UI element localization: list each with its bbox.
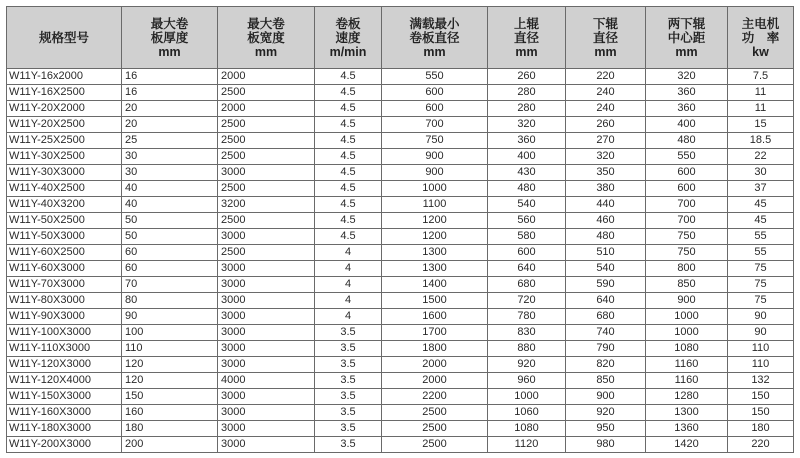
cell-speed: 4.5 (315, 133, 382, 149)
cell-speed: 3.5 (315, 341, 382, 357)
header-line: 中心距 (667, 30, 706, 45)
cell-speed: 4.5 (315, 165, 382, 181)
cell-power: 30 (728, 165, 794, 181)
cell-upper-roll: 400 (488, 149, 566, 165)
cell-width: 3000 (218, 325, 315, 341)
cell-diameter: 2200 (382, 389, 488, 405)
cell-width: 3000 (218, 421, 315, 437)
cell-speed: 4.5 (315, 229, 382, 245)
cell-center-distance: 1160 (646, 373, 728, 389)
cell-model: W11Y-50X2500 (7, 213, 122, 229)
header-max-thickness (122, 7, 218, 69)
cell-diameter: 1800 (382, 341, 488, 357)
cell-lower-roll: 850 (566, 373, 646, 389)
cell-width: 3000 (218, 309, 315, 325)
cell-thickness: 120 (122, 373, 218, 389)
cell-speed: 3.5 (315, 405, 382, 421)
cell-diameter: 550 (382, 69, 488, 85)
cell-power: 15 (728, 117, 794, 133)
table-row (7, 165, 794, 181)
cell-lower-roll: 900 (566, 389, 646, 405)
header-line: 卷板直径 (409, 30, 460, 45)
table-row (7, 69, 794, 85)
cell-center-distance: 750 (646, 229, 728, 245)
cell-lower-roll: 640 (566, 293, 646, 309)
cell-diameter: 1200 (382, 213, 488, 229)
cell-speed: 4.5 (315, 117, 382, 133)
cell-diameter: 1000 (382, 181, 488, 197)
cell-thickness: 70 (122, 277, 218, 293)
cell-thickness: 30 (122, 165, 218, 181)
cell-thickness: 110 (122, 341, 218, 357)
cell-power: 45 (728, 197, 794, 213)
cell-power: 75 (728, 261, 794, 277)
cell-model: W11Y-25X2500 (7, 133, 122, 149)
cell-speed: 4 (315, 245, 382, 261)
cell-thickness: 160 (122, 405, 218, 421)
cell-upper-roll: 640 (488, 261, 566, 277)
cell-power: 90 (728, 325, 794, 341)
cell-model: W11Y-70X3000 (7, 277, 122, 293)
cell-center-distance: 800 (646, 261, 728, 277)
table-body (7, 69, 794, 453)
header-line: 最大卷 (150, 16, 189, 31)
cell-width: 2000 (218, 101, 315, 117)
cell-width: 3000 (218, 293, 315, 309)
cell-power: 37 (728, 181, 794, 197)
cell-diameter: 2500 (382, 437, 488, 453)
cell-thickness: 60 (122, 261, 218, 277)
cell-model: W11Y-40X3200 (7, 197, 122, 213)
cell-width: 2500 (218, 213, 315, 229)
cell-model: W11Y-120X4000 (7, 373, 122, 389)
cell-lower-roll: 980 (566, 437, 646, 453)
cell-center-distance: 700 (646, 213, 728, 229)
header-line: 最大卷 (247, 16, 285, 31)
cell-speed: 4.5 (315, 149, 382, 165)
cell-center-distance: 850 (646, 277, 728, 293)
header-line: 下辊 (592, 16, 618, 31)
cell-center-distance: 600 (646, 165, 728, 181)
cell-speed: 4.5 (315, 101, 382, 117)
table-row (7, 101, 794, 117)
cell-model: W11Y-120X3000 (7, 357, 122, 373)
table-row (7, 357, 794, 373)
table-row (7, 437, 794, 453)
cell-width: 3000 (218, 405, 315, 421)
cell-lower-roll: 460 (566, 213, 646, 229)
table-row (7, 405, 794, 421)
cell-upper-roll: 1060 (488, 405, 566, 421)
header-roll-center-distance (646, 7, 728, 69)
cell-diameter: 1500 (382, 293, 488, 309)
cell-center-distance: 360 (646, 85, 728, 101)
table-row (7, 341, 794, 357)
cell-speed: 3.5 (315, 373, 382, 389)
cell-width: 4000 (218, 373, 315, 389)
cell-speed: 3.5 (315, 389, 382, 405)
header-upper-roll (488, 7, 566, 69)
cell-speed: 4.5 (315, 69, 382, 85)
cell-width: 2000 (218, 69, 315, 85)
cell-model: W11Y-20X2500 (7, 117, 122, 133)
cell-thickness: 180 (122, 421, 218, 437)
cell-width: 2500 (218, 117, 315, 133)
cell-thickness: 150 (122, 389, 218, 405)
header-line: mm (594, 44, 617, 59)
table-row (7, 181, 794, 197)
cell-center-distance: 1280 (646, 389, 728, 405)
cell-upper-roll: 1120 (488, 437, 566, 453)
cell-diameter: 2500 (382, 405, 488, 421)
cell-power: 7.5 (728, 69, 794, 85)
header-line: mm (254, 44, 278, 59)
cell-power: 22 (728, 149, 794, 165)
cell-model: W11Y-60X3000 (7, 261, 122, 277)
cell-width: 2500 (218, 149, 315, 165)
cell-thickness: 16 (122, 69, 218, 85)
cell-thickness: 40 (122, 181, 218, 197)
cell-power: 150 (728, 389, 794, 405)
table-row (7, 197, 794, 213)
header-row (7, 7, 794, 69)
header-line: 规格型号 (38, 30, 89, 45)
cell-model: W11Y-16X2500 (7, 85, 122, 101)
cell-thickness: 20 (122, 101, 218, 117)
cell-center-distance: 900 (646, 293, 728, 309)
cell-lower-roll: 790 (566, 341, 646, 357)
cell-diameter: 1700 (382, 325, 488, 341)
cell-center-distance: 360 (646, 101, 728, 117)
cell-lower-roll: 240 (566, 85, 646, 101)
cell-speed: 3.5 (315, 325, 382, 341)
cell-power: 110 (728, 357, 794, 373)
cell-power: 110 (728, 341, 794, 357)
header-line: mm (158, 44, 181, 59)
cell-center-distance: 1000 (646, 309, 728, 325)
cell-power: 55 (728, 229, 794, 245)
cell-center-distance: 1160 (646, 357, 728, 373)
cell-speed: 4 (315, 261, 382, 277)
cell-upper-roll: 430 (488, 165, 566, 181)
table-row (7, 293, 794, 309)
cell-thickness: 16 (122, 85, 218, 101)
cell-model: W11Y-40X2500 (7, 181, 122, 197)
table-row (7, 309, 794, 325)
cell-width: 3200 (218, 197, 315, 213)
cell-upper-roll: 680 (488, 277, 566, 293)
cell-diameter: 1200 (382, 229, 488, 245)
cell-upper-roll: 720 (488, 293, 566, 309)
cell-center-distance: 700 (646, 197, 728, 213)
header-max-width (218, 7, 315, 69)
cell-lower-roll: 590 (566, 277, 646, 293)
cell-model: W11Y-80X3000 (7, 293, 122, 309)
header-model (7, 7, 122, 69)
cell-center-distance: 1420 (646, 437, 728, 453)
header-line: 直径 (592, 30, 618, 45)
header-line: m/min (329, 44, 367, 59)
header-line: 上辊 (513, 16, 539, 31)
cell-width: 3000 (218, 357, 315, 373)
table-header (7, 7, 794, 69)
cell-model: W11Y-110X3000 (7, 341, 122, 357)
cell-lower-roll: 480 (566, 229, 646, 245)
cell-diameter: 2000 (382, 357, 488, 373)
header-line: 速度 (335, 30, 361, 45)
cell-model: W11Y-100X3000 (7, 325, 122, 341)
cell-center-distance: 1080 (646, 341, 728, 357)
cell-upper-roll: 880 (488, 341, 566, 357)
cell-lower-roll: 320 (566, 149, 646, 165)
table-row (7, 213, 794, 229)
cell-model: W11Y-180X3000 (7, 421, 122, 437)
cell-lower-roll: 350 (566, 165, 646, 181)
cell-upper-roll: 1000 (488, 389, 566, 405)
cell-lower-roll: 380 (566, 181, 646, 197)
cell-model: W11Y-160X3000 (7, 405, 122, 421)
cell-width: 3000 (218, 437, 315, 453)
cell-center-distance: 1300 (646, 405, 728, 421)
header-line: mm (423, 44, 446, 59)
cell-speed: 4 (315, 309, 382, 325)
header-line: 两下辊 (667, 16, 706, 31)
cell-upper-roll: 480 (488, 181, 566, 197)
cell-thickness: 40 (122, 197, 218, 213)
header-line: 卷板 (335, 16, 361, 31)
header-line: 板宽度 (247, 30, 285, 45)
cell-lower-roll: 740 (566, 325, 646, 341)
header-line: 满载最小 (409, 16, 460, 31)
cell-width: 2500 (218, 85, 315, 101)
cell-upper-roll: 320 (488, 117, 566, 133)
cell-speed: 4 (315, 277, 382, 293)
cell-upper-roll: 600 (488, 245, 566, 261)
cell-diameter: 1300 (382, 245, 488, 261)
cell-thickness: 120 (122, 357, 218, 373)
table-row (7, 133, 794, 149)
cell-diameter: 1100 (382, 197, 488, 213)
cell-power: 150 (728, 405, 794, 421)
cell-center-distance: 1000 (646, 325, 728, 341)
cell-speed: 3.5 (315, 437, 382, 453)
cell-diameter: 900 (382, 149, 488, 165)
cell-thickness: 90 (122, 309, 218, 325)
cell-lower-roll: 270 (566, 133, 646, 149)
cell-thickness: 50 (122, 213, 218, 229)
cell-model: W11Y-30X2500 (7, 149, 122, 165)
cell-upper-roll: 1080 (488, 421, 566, 437)
cell-speed: 3.5 (315, 357, 382, 373)
cell-model: W11Y-200X3000 (7, 437, 122, 453)
table-row (7, 245, 794, 261)
table-row (7, 421, 794, 437)
spec-table (6, 6, 794, 453)
table-row (7, 373, 794, 389)
cell-width: 2500 (218, 133, 315, 149)
cell-width: 3000 (218, 389, 315, 405)
table-row (7, 277, 794, 293)
cell-upper-roll: 920 (488, 357, 566, 373)
cell-power: 11 (728, 101, 794, 117)
cell-lower-roll: 950 (566, 421, 646, 437)
cell-power: 75 (728, 293, 794, 309)
table-row (7, 117, 794, 133)
cell-thickness: 200 (122, 437, 218, 453)
cell-center-distance: 1360 (646, 421, 728, 437)
cell-upper-roll: 540 (488, 197, 566, 213)
cell-power: 11 (728, 85, 794, 101)
cell-width: 3000 (218, 261, 315, 277)
cell-upper-roll: 830 (488, 325, 566, 341)
cell-lower-roll: 240 (566, 101, 646, 117)
cell-diameter: 750 (382, 133, 488, 149)
cell-upper-roll: 560 (488, 213, 566, 229)
cell-center-distance: 550 (646, 149, 728, 165)
cell-power: 75 (728, 277, 794, 293)
header-min-diameter (382, 7, 488, 69)
cell-power: 220 (728, 437, 794, 453)
cell-width: 2500 (218, 181, 315, 197)
header-line: 板厚度 (150, 30, 189, 45)
cell-power: 132 (728, 373, 794, 389)
header-line: kw (752, 44, 769, 59)
cell-center-distance: 320 (646, 69, 728, 85)
cell-width: 3000 (218, 341, 315, 357)
cell-speed: 4 (315, 293, 382, 309)
cell-upper-roll: 280 (488, 85, 566, 101)
cell-center-distance: 600 (646, 181, 728, 197)
cell-power: 18.5 (728, 133, 794, 149)
cell-model: W11Y-90X3000 (7, 309, 122, 325)
cell-thickness: 100 (122, 325, 218, 341)
cell-width: 3000 (218, 229, 315, 245)
table-row (7, 261, 794, 277)
cell-model: W11Y-30X3000 (7, 165, 122, 181)
cell-diameter: 700 (382, 117, 488, 133)
table-row (7, 85, 794, 101)
cell-upper-roll: 260 (488, 69, 566, 85)
cell-power: 55 (728, 245, 794, 261)
cell-lower-roll: 920 (566, 405, 646, 421)
cell-diameter: 1600 (382, 309, 488, 325)
cell-model: W11Y-50X3000 (7, 229, 122, 245)
table-row (7, 149, 794, 165)
cell-width: 2500 (218, 245, 315, 261)
cell-model: W11Y-20X2000 (7, 101, 122, 117)
header-line: 直径 (513, 30, 539, 45)
table-row (7, 325, 794, 341)
cell-speed: 4.5 (315, 213, 382, 229)
cell-thickness: 50 (122, 229, 218, 245)
cell-width: 3000 (218, 277, 315, 293)
cell-lower-roll: 540 (566, 261, 646, 277)
cell-speed: 3.5 (315, 421, 382, 437)
cell-lower-roll: 440 (566, 197, 646, 213)
cell-thickness: 80 (122, 293, 218, 309)
cell-diameter: 600 (382, 101, 488, 117)
cell-diameter: 1300 (382, 261, 488, 277)
header-speed (315, 7, 382, 69)
cell-lower-roll: 220 (566, 69, 646, 85)
cell-lower-roll: 820 (566, 357, 646, 373)
cell-upper-roll: 780 (488, 309, 566, 325)
cell-upper-roll: 960 (488, 373, 566, 389)
header-line: 主电机 (741, 16, 780, 31)
table-row (7, 229, 794, 245)
header-motor-power (728, 7, 794, 69)
cell-speed: 4.5 (315, 181, 382, 197)
cell-diameter: 1400 (382, 277, 488, 293)
cell-power: 180 (728, 421, 794, 437)
cell-diameter: 600 (382, 85, 488, 101)
cell-thickness: 60 (122, 245, 218, 261)
cell-upper-roll: 360 (488, 133, 566, 149)
cell-thickness: 25 (122, 133, 218, 149)
cell-upper-roll: 280 (488, 101, 566, 117)
table-row (7, 389, 794, 405)
cell-power: 45 (728, 213, 794, 229)
cell-lower-roll: 510 (566, 245, 646, 261)
header-line: 功 率 (741, 30, 780, 45)
cell-power: 90 (728, 309, 794, 325)
cell-width: 3000 (218, 165, 315, 181)
cell-center-distance: 480 (646, 133, 728, 149)
cell-upper-roll: 580 (488, 229, 566, 245)
cell-center-distance: 400 (646, 117, 728, 133)
cell-speed: 4.5 (315, 85, 382, 101)
cell-center-distance: 750 (646, 245, 728, 261)
cell-lower-roll: 260 (566, 117, 646, 133)
cell-diameter: 2000 (382, 373, 488, 389)
cell-lower-roll: 680 (566, 309, 646, 325)
header-line: mm (675, 44, 698, 59)
cell-model: W11Y-16x2000 (7, 69, 122, 85)
cell-thickness: 30 (122, 149, 218, 165)
cell-model: W11Y-150X3000 (7, 389, 122, 405)
cell-speed: 4.5 (315, 197, 382, 213)
cell-diameter: 2500 (382, 421, 488, 437)
cell-model: W11Y-60X2500 (7, 245, 122, 261)
header-line: mm (515, 44, 538, 59)
header-lower-roll (566, 7, 646, 69)
cell-diameter: 900 (382, 165, 488, 181)
cell-thickness: 20 (122, 117, 218, 133)
